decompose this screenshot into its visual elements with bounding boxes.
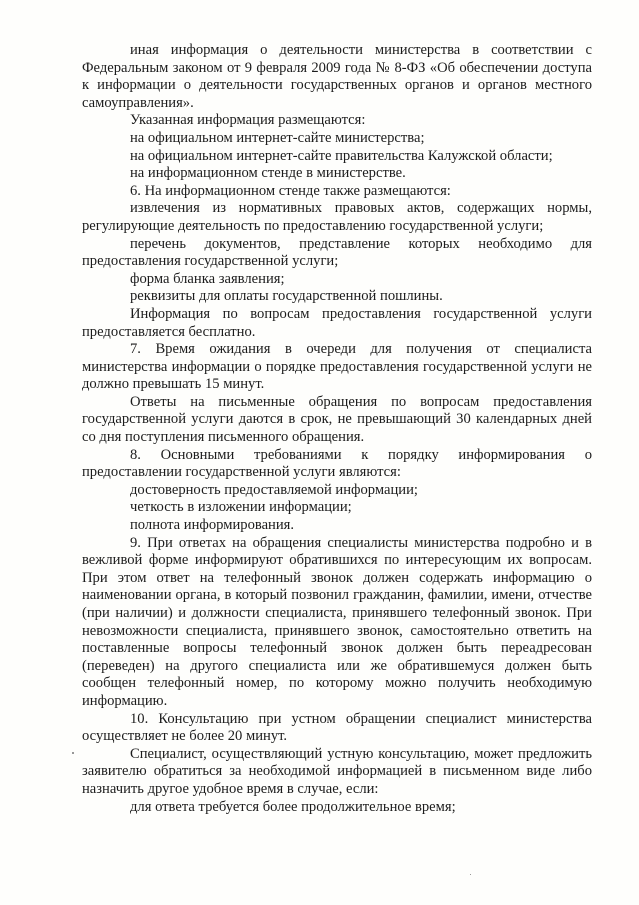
paragraph-8-requirements: 8. Основными требованиями к порядку информирования о предоставлении государственной услуги являются: — [82, 446, 592, 481]
list-item-clarity: четкость в изложении информации; — [130, 499, 352, 516]
list-item-ministry-site: на официальном интернет-сайте министерства; — [130, 129, 425, 146]
list-item-government-site: на официальном интернет-сайте правительства Калужской области; — [130, 147, 553, 164]
scan-speck — [470, 874, 471, 875]
paragraph-6-heading: 6. На информационном стенде также размещаются: — [130, 182, 451, 199]
list-item-documents-list: перечень документов, представление которых необходимо для предоставления государственной услуги; — [82, 235, 592, 270]
paragraph-10-consultation: 10. Консультацию при устном обращении специалист министерства осуществляет не более 20 минут. — [82, 710, 592, 745]
scan-speck — [72, 752, 74, 754]
list-item-completeness: полнота информирования. — [130, 517, 295, 534]
paragraph-7-waiting-time: 7. Время ожидания в очереди для получения от специалиста министерства информации о порядке предоставления государственной услуги не должно превышать 15 минут. — [82, 341, 592, 393]
paragraph-written-responses: Ответы на письменные обращения по вопросам предоставления государственной услуги даются в срок, не превышающий 30 календарных дней со дня поступления письменного обращения. — [82, 393, 592, 446]
list-item-legal-extracts: извлечения из нормативных правовых актов, содержащих нормы, регулирующие деятельность по предоставлению государственной услуги; — [82, 200, 592, 234]
list-item-payment-details: реквизиты для оплаты государственной пошлины. — [130, 288, 443, 305]
paragraph-free-information: Информация по вопросам предоставления государственной услуги предоставляется бесплатно. — [82, 305, 592, 340]
list-item-info-stand: на информационном стенде в министерстве. — [130, 165, 406, 182]
list-item-application-form: форма бланка заявления; — [130, 270, 285, 287]
document-body — [82, 42, 592, 816]
list-item-longer-time: для ответа требуется более продолжительное время; — [130, 798, 456, 815]
paragraph-other-information: иная информация о деятельности министерства в соответствии с Федеральным законом от 9 февраля 2009 года № 8-ФЗ «Об обеспечении доступа к информации о деятельности государственных органов и органов местного самоуправления». — [82, 42, 592, 111]
paragraph-placement-intro: Указанная информация размещаются: — [130, 112, 366, 129]
paragraph-9-responses: 9. При ответах на обращения специалисты министерства подробно и в вежливой форме информируют обратившихся по интересующим их вопросам. При этом ответ на телефонный звонок должен содержать информацию о наименовании органа, в который позвонил гражданин, фамилии, имени, отчестве (при наличии) и должности специалиста, принявшего телефонный звонок. При невозможности специалиста, принявшего звонок, самостоятельно ответить на поставленные вопросы телефонный звонок должен быть переадресован (переведен) на другого специалиста или же обратившемуся должен быть сообщен телефонный номер, по которому можно получить необходимую информацию. — [82, 534, 592, 709]
paragraph-specialist-offer: Специалист, осуществляющий устную консультацию, может предложить заявителю обратиться за необходимой информацией в письменном виде либо назначить другое удобное время в случае, если: — [82, 745, 592, 797]
list-item-reliability: достоверность предоставляемой информации; — [130, 481, 418, 498]
